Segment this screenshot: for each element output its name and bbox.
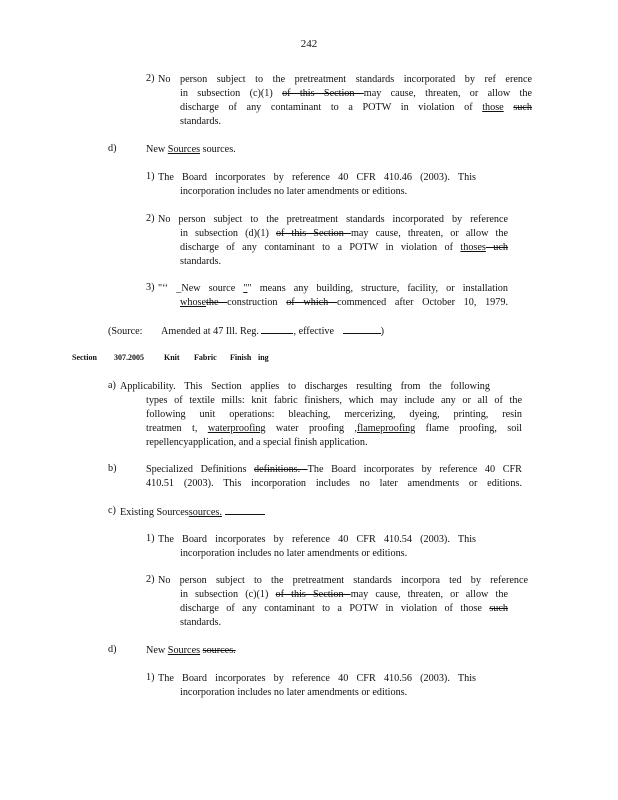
item-label: 2) — [146, 213, 155, 224]
text-line: following unit operations: bleaching, mercerizing, dyeing, printing, resin — [146, 409, 522, 420]
text-line: in subsection (c)(1) of this Section may cause, threaten, or allow the — [180, 88, 532, 99]
text-line: No person subject to the pretreatment standards incorporated by ref erence — [158, 74, 532, 85]
text-line: discharge of any contaminant to a POTW in violation of those such — [180, 102, 532, 113]
paragraph-d2 — [158, 213, 508, 227]
text-line: No person subject to the pretreatment standards incorporated by reference — [158, 214, 508, 225]
text-line: standards. — [180, 617, 222, 628]
text-line: "‘‘ _New source "" means any building, structure, facility, or installation — [158, 283, 508, 294]
text-line: incorporation includes no later amendments or editions. — [180, 186, 408, 197]
page-number: 242 — [300, 38, 318, 50]
heading-word: Fabric — [194, 353, 217, 362]
text-line: standards. — [180, 256, 222, 267]
text-line: in subsection (c)(1) of this Section may cause, threaten, or allow the — [180, 589, 508, 600]
text-line: 410.51 (2003). This incorporation includes no later amendments or editions. — [146, 478, 522, 489]
paragraph-c1 — [158, 533, 476, 547]
paragraph-d3 — [158, 282, 508, 296]
text-line: whosethe construction of which commenced after October 10, 1979. — [180, 297, 508, 308]
text-line: discharge of any contaminant to a POTW in violation of thoses uch — [180, 242, 508, 253]
heading-word: 307.2005 — [114, 353, 144, 362]
text-line: repellencyapplication, and a special finish application. — [146, 437, 368, 448]
inserted-text: Sources — [167, 144, 201, 155]
text-line: Specialized Definitions definitions. The Board incorporates by reference 40 CFR — [146, 464, 522, 475]
paragraph-d1 — [158, 171, 476, 185]
blank-line — [343, 324, 381, 334]
item-label: 1) — [146, 533, 155, 544]
deleted-text: sources. — [202, 645, 236, 656]
item-label: 3) — [146, 282, 155, 293]
blank-line — [225, 505, 265, 515]
heading-word: Finish — [230, 353, 252, 362]
source-note: (Source: Amended at 47 Ill. Reg. , effective ) — [108, 326, 384, 337]
text-line: standards. — [180, 116, 222, 127]
text-line: treatmen t, waterproofing water proofing ,flameproofing flame proofing, soil — [146, 423, 522, 434]
heading-word: ing — [258, 353, 269, 362]
heading-d — [146, 143, 236, 157]
paragraph-a-cont — [146, 394, 522, 450]
paragraph-c2 — [158, 73, 532, 87]
inserted-text: Sources — [167, 645, 201, 656]
paragraph-a — [120, 380, 490, 394]
text-line: Applicability. This Section applies to discharges resulting from the following — [120, 381, 490, 392]
paragraph-c2b-cont — [180, 588, 508, 630]
item-label: d) — [108, 644, 117, 655]
text-line: The Board incorporates by reference 40 CFR 410.56 (2003). This — [158, 673, 476, 684]
item-label: 2) — [146, 574, 155, 585]
text: New — [146, 144, 168, 155]
heading-c: Existing Sourcessources. — [120, 505, 265, 520]
text-line: types of textile mills: knit fabric finishers, which may include any or all of the — [146, 395, 522, 406]
item-label: b) — [108, 463, 117, 474]
paragraph-b — [146, 463, 522, 491]
heading-d2: New Sources sources. — [146, 645, 236, 656]
inserted-text: sources. — [188, 507, 222, 518]
paragraph-d2-cont — [180, 227, 508, 269]
item-label: 2) — [146, 73, 155, 84]
text-line: The Board incorporates by reference 40 CFR 410.54 (2003). This — [158, 534, 476, 545]
text-line: The Board incorporates by reference 40 CFR 410.46 (2003). This — [158, 172, 476, 183]
heading-word: Knit — [164, 353, 180, 362]
item-label: d) — [108, 143, 117, 154]
item-label: 1) — [146, 171, 155, 182]
text-line: No person subject to the pretreatment standards incorpora ted by reference — [158, 575, 528, 586]
paragraph-d1b — [158, 672, 476, 686]
text-line: discharge of any contaminant to a POTW in violation of those such — [180, 603, 508, 614]
blank-line — [261, 324, 293, 334]
paragraph-d3-cont — [180, 296, 508, 310]
paragraph-c2b — [158, 574, 528, 588]
paragraph-c2-cont — [180, 87, 532, 129]
item-label: 1) — [146, 672, 155, 683]
paragraph-d1b-cont — [180, 686, 407, 700]
paragraph-d1-cont — [180, 185, 407, 199]
text-line: incorporation includes no later amendments or editions. — [180, 687, 408, 698]
text-line: incorporation includes no later amendments or editions. — [180, 548, 408, 559]
item-label: c) — [108, 505, 116, 516]
text-line: in subsection (d)(1) of this Section may cause, threaten, or allow the — [180, 228, 508, 239]
item-label: a) — [108, 380, 116, 391]
heading-word: Section — [72, 353, 97, 362]
section-heading — [72, 353, 292, 365]
text: sources. — [200, 144, 236, 155]
paragraph-c1-cont — [180, 547, 407, 561]
